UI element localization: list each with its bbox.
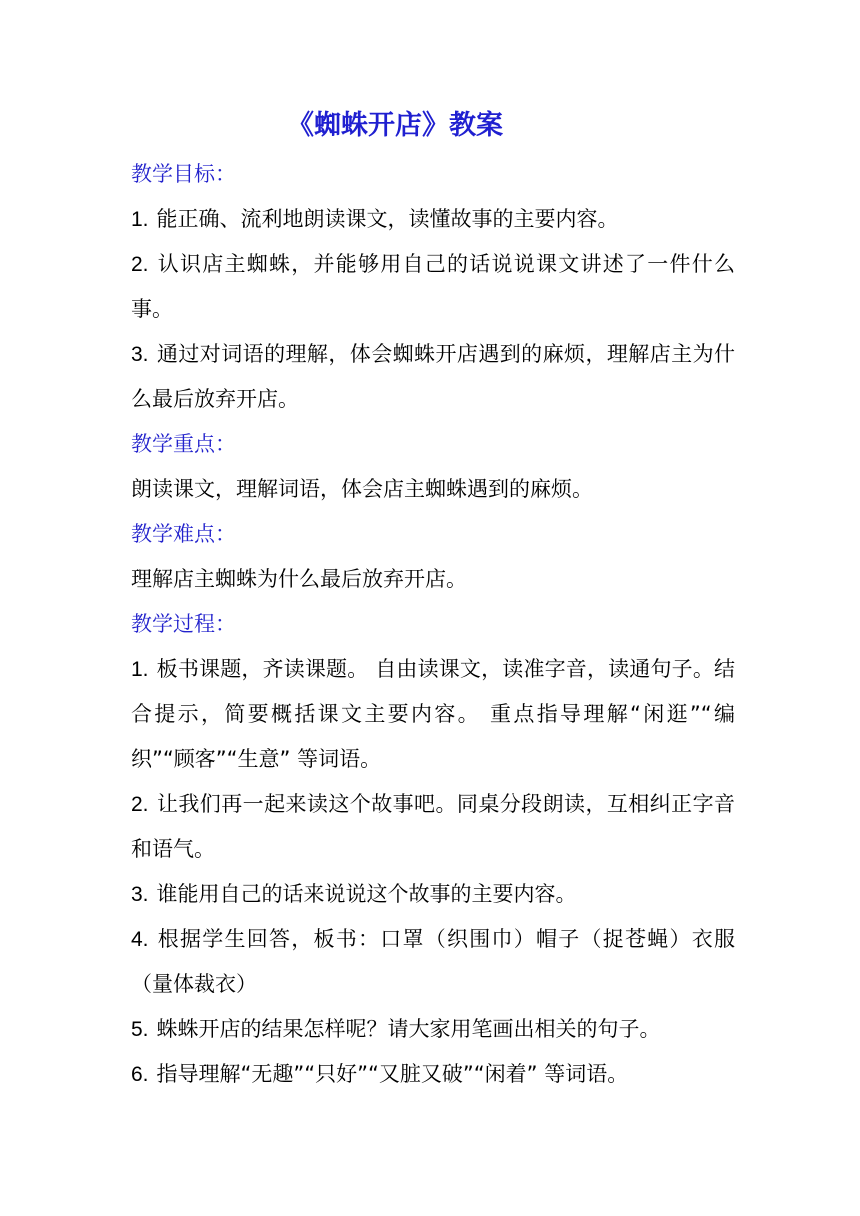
- item-number: 1.: [131, 208, 149, 231]
- item-number: 1.: [131, 658, 149, 681]
- item-number: 5.: [131, 1018, 149, 1041]
- item-text: 认识店主蜘蛛，并能够用自己的话说说课文讲述了一件什么事。: [131, 252, 735, 321]
- item-number: 3.: [131, 343, 149, 366]
- item-number: 4.: [131, 928, 149, 951]
- item-text: 谁能用自己的话来说说这个故事的主要内容。: [156, 882, 577, 906]
- item-text: 指导理解“无趣”“只好”“又脏又破”“闲着” 等词语。: [156, 1062, 629, 1086]
- objective-item: [131, 332, 735, 422]
- process-item: [131, 782, 735, 872]
- document-title: 《蜘蛛开店》教案: [287, 110, 503, 141]
- document-body: [131, 152, 735, 1097]
- item-number: 6.: [131, 1063, 149, 1086]
- item-number: 2.: [131, 253, 149, 276]
- item-text: 通过对词语的理解，体会蜘蛛开店遇到的麻烦，理解店主为什么最后放弃开店。: [131, 342, 735, 411]
- process-item: [131, 872, 735, 917]
- process-item: [131, 647, 735, 782]
- item-number: 3.: [131, 883, 149, 906]
- item-text: 根据学生回答，板书：口罩（织围巾）帽子（捉苍蝇）衣服（量体裁衣）: [131, 927, 735, 996]
- process-item: [131, 1052, 735, 1097]
- process-item: [131, 917, 735, 1007]
- process-heading: 教学过程：: [131, 612, 236, 636]
- difficulties-text: 理解店主蜘蛛为什么最后放弃开店。: [131, 567, 467, 591]
- item-text: 板书课题，齐读课题。 自由读课文，读准字音，读通句子。结合提示，简要概括课文主要内容。 重点指导理解“闲逛”“编织”“顾客”“生意” 等词语。: [131, 657, 735, 771]
- item-text: 蛛蛛开店的结果怎样呢？请大家用笔画出相关的句子。: [156, 1017, 661, 1041]
- key-points-text: 朗读课文，理解词语，体会店主蜘蛛遇到的麻烦。: [131, 477, 593, 501]
- item-number: 2.: [131, 793, 149, 816]
- process-item: [131, 1007, 735, 1052]
- objective-item: [131, 242, 735, 332]
- item-text: 能正确、流利地朗读课文，读懂故事的主要内容。: [156, 207, 619, 231]
- difficulties-heading: 教学难点：: [131, 522, 236, 546]
- objective-item: [131, 197, 735, 242]
- objectives-heading: 教学目标：: [131, 162, 236, 186]
- item-text: 让我们再一起来读这个故事吧。同桌分段朗读，互相纠正字音和语气。: [131, 792, 735, 861]
- key-points-heading: 教学重点：: [131, 432, 236, 456]
